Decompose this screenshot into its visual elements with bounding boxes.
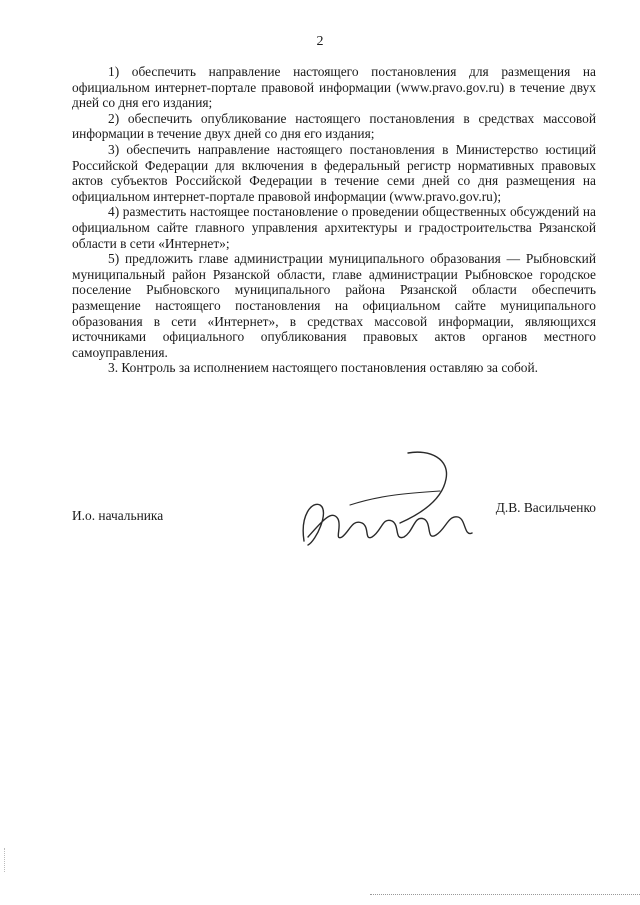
handwritten-signature <box>290 445 490 555</box>
scan-margin-mark <box>4 848 9 872</box>
paragraph-item-2: 2) обеспечить опубликование настоящего постановления в средствах массовой информации в течение двух дней со дня его издания; <box>72 110 596 142</box>
paragraph-item-1: 1) обеспечить направление настоящего постановления для размещения на официальном интернет-портале правовой информации (www.pravo.gov.ru) в течение двух дней со дня его издания; <box>72 64 596 111</box>
scan-bottom-edge <box>370 894 640 895</box>
paragraph-item-3: 3) обеспечить направление настоящего постановления в Министерство юстиций Российской Федерации для включения в федеральный регистр нормативных правовых актов субъектов Российской Федерации в течение семи дней со дня размещения на официальном интернет-портале правовой информации (www.pravo.gov.ru); <box>72 141 596 204</box>
paragraph-item-5: 5) предложить главе администрации муниципального образования — Рыбновский муниципальный район Рязанской области, главе администрации Рыбновское городское поселение Рыбновского муниципального района Рязанской области обеспечить размещение настоящего постановления на официальном сайте муниципального образования в сети «Интернет», в средствах массовой информации, являющихся источниками официального опубликования правовых актов органов местного самоуправления. <box>72 251 596 360</box>
signatory-name: Д.В. Васильченко <box>495 500 596 515</box>
signatory-position: И.о. начальника <box>72 508 164 523</box>
signature-block <box>72 500 596 560</box>
document-body <box>72 64 596 376</box>
paragraph-item-4: 4) разместить настоящее постановление о проведении общественных обсуждений на официальном сайте главного управления архитектуры и градостроительства Рязанской области в сети «Интернет»; <box>72 204 596 251</box>
page-number: 2 <box>316 34 324 49</box>
paragraph-control-clause: 3. Контроль за исполнением настоящего постановления оставляю за собой. <box>108 360 539 376</box>
